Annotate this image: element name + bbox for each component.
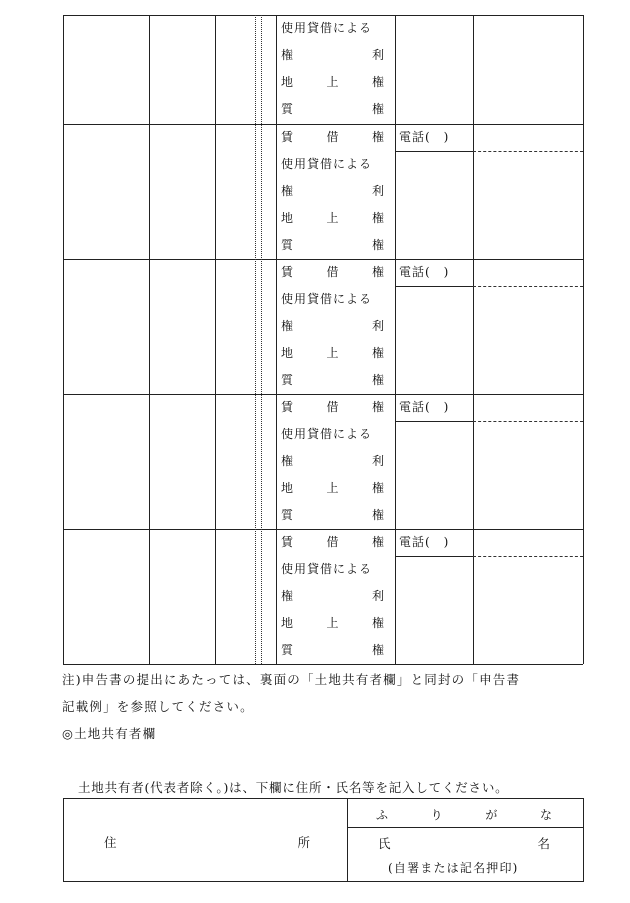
address-label: 住 所 xyxy=(104,835,310,850)
row-border xyxy=(63,529,583,530)
phone-row-border xyxy=(395,421,473,422)
right-type-label: 質 権 xyxy=(281,238,385,252)
right-type-label: 使用貸借による xyxy=(281,157,373,171)
row-border xyxy=(63,15,583,16)
column-border xyxy=(276,15,277,664)
right-type-label: 質 権 xyxy=(281,102,385,116)
right-type-label: 地 上 権 xyxy=(281,211,385,225)
right-type-label: 地 上 権 xyxy=(281,346,385,360)
column-divider-dotted xyxy=(255,15,256,664)
phone-row-border-dashed xyxy=(473,421,583,422)
right-type-label: 質 権 xyxy=(281,508,385,522)
right-type-label: 賃 借 権 xyxy=(281,400,385,414)
row-border xyxy=(63,664,583,665)
right-type-label: 賃 借 権 xyxy=(281,130,385,144)
right-type-label: 使用貸借による xyxy=(281,292,373,306)
phone-row-border-dashed xyxy=(473,151,583,152)
row-border xyxy=(63,394,583,395)
column-border xyxy=(395,15,396,664)
row-border xyxy=(63,124,583,125)
right-type-label: 地 上 権 xyxy=(281,481,385,495)
right-type-label: 賃 借 権 xyxy=(281,535,385,549)
note-line-1: 注)申告書の提出にあたっては、裏面の「土地共有者欄」と同封の「申告書 xyxy=(62,672,521,687)
right-type-label: 賃 借 権 xyxy=(281,265,385,279)
seal-label: (自署または記名押印) xyxy=(388,861,519,875)
column-border xyxy=(215,15,216,664)
phone-row-border-dashed xyxy=(473,556,583,557)
right-type-label: 権 利 xyxy=(281,589,385,603)
column-divider-dotted xyxy=(261,15,262,664)
note-line-2: 記載例」を参照してください。 xyxy=(62,699,254,714)
instruction-text: 土地共有者(代表者除く。)は、下欄に住所・氏名等を記入してください。 xyxy=(78,780,509,795)
phone-row-border xyxy=(395,151,473,152)
right-type-label: 使用貸借による xyxy=(281,21,373,35)
right-type-label: 使用貸借による xyxy=(281,562,373,576)
phone-row-border xyxy=(395,286,473,287)
right-type-label: 質 権 xyxy=(281,373,385,387)
right-type-label: 質 権 xyxy=(281,643,385,657)
section-title: ◎土地共有者欄 xyxy=(62,726,157,741)
column-border xyxy=(149,15,150,664)
name-label: 氏 名 xyxy=(378,836,550,851)
furigana-label: ふ り が な xyxy=(376,808,552,822)
column-border xyxy=(473,15,474,664)
right-type-label: 権 利 xyxy=(281,319,385,333)
phone-label: 電話( ) xyxy=(399,130,450,144)
right-type-label: 権 利 xyxy=(281,454,385,468)
right-type-label: 権 利 xyxy=(281,48,385,62)
row-border xyxy=(63,259,583,260)
phone-row-border xyxy=(395,556,473,557)
phone-label: 電話( ) xyxy=(399,535,450,549)
right-type-label: 地 上 権 xyxy=(281,616,385,630)
right-type-label: 地 上 権 xyxy=(281,75,385,89)
phone-label: 電話( ) xyxy=(399,265,450,279)
right-type-label: 権 利 xyxy=(281,184,385,198)
phone-label: 電話( ) xyxy=(399,400,450,414)
right-type-label: 使用貸借による xyxy=(281,427,373,441)
phone-row-border-dashed xyxy=(473,286,583,287)
column-border xyxy=(63,15,64,664)
column-border xyxy=(583,15,584,664)
